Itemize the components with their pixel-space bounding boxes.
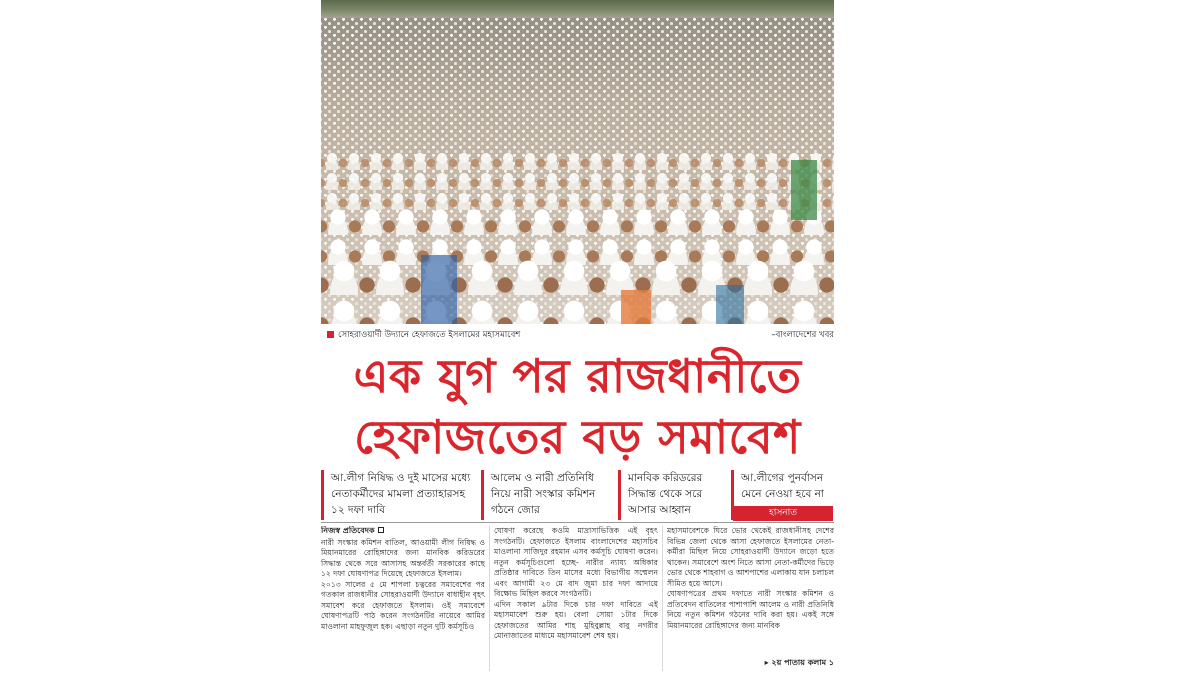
article-column-1 <box>321 526 485 675</box>
paragraph: ঘোষণাপত্রের প্রথম দফাতে নারী সংস্কার কমিশন ও প্রতিবেদন বাতিলের পাশাপাশি আলেম ও নারী প্রতিনিধি নিয়ে নতুন কমিশন গঠনের দাবি করা হয়। একই সঙ্গে মিয়ানমারের রোহিঙ্গাদের জন্য মানবিক <box>667 589 834 630</box>
headline-line-1: এক যুগ পর রাজধানীতে <box>353 349 802 403</box>
photo-crowd-row <box>321 255 834 324</box>
article-column-2 <box>494 526 658 675</box>
reporter-name: নিজস্ব প্রতিবেদক <box>321 526 375 535</box>
photo-blue-figure <box>716 285 744 324</box>
photo-orange-figure <box>621 290 651 324</box>
paragraph: ঘোষণা করেছে কওমি মাদ্রাসাভিত্তিক এই বৃহৎ সংগঠনটি। হেফাজতে ইসলাম বাংলাদেশের মহাসচিব মাওলানা সাজিদুর রহমান এসব কর্মসূচি ঘোষণা করেন। নতুন কর্মসূচিগুলো হচ্ছে- নারীর ন্যায্য অধিকার প্রতিষ্ঠার দাবিতে তিন মাসের মধ্যে বিভাগীয় সম্মেলন এবং আগামী ২৩ মে বাদ জুমা চার দফা আদায়ে বিক্ষোভ মিছিল করবে সংগঠনটি। <box>494 526 658 598</box>
byline-tag: হাসনাত <box>733 506 833 521</box>
highlight-item: আ.লীগের পুনর্বাসন মেনে নেওয়া হবে না <box>731 470 834 520</box>
reporter-line <box>321 526 485 537</box>
photo-tree-line <box>321 0 834 18</box>
photo-credit: –বাংলাদেশের খবর <box>771 330 834 340</box>
column-divider <box>662 526 663 671</box>
photo-caption-row <box>321 327 834 343</box>
highlight-item: আলেম ও নারী প্রতিনিধি নিয়ে নারী সংস্কার কমিশন গঠনে জোর <box>481 470 613 520</box>
photo-caption-text: সোহরাওয়ার্দী উদ্যানে হেফাজতে ইসলামের মহাসমাবেশ <box>338 330 521 340</box>
highlight-item: মানবিক করিডরের সিদ্ধান্ত থেকে সরে আসার আহ্বান <box>618 470 726 520</box>
section-divider <box>321 522 834 523</box>
paragraph: ২০১৩ সালের ৫ মে শাপলা চত্বরের সমাবেশের পর গতকাল রাজধানীর সোহরাওয়ার্দী উদ্যানে বাধাহীন বৃহৎ সমাবেশ করে হেফাজতে ইসলাম। ওই সমাবেশে ঘোষণাপত্রটি পাঠ করেন সংগঠনটির নায়েবে আমির মাওলানা মাহফুজুল হক। এছাড়া নতুন দুটি কর্মসূচিও <box>321 579 485 631</box>
photo-crowd-row <box>321 150 834 210</box>
photo-blue-figure <box>421 255 457 324</box>
article-body <box>321 526 834 675</box>
newspaper-clipping <box>321 0 834 675</box>
highlight-item: আ.লীগ নিষিদ্ধ ও দুই মাসের মধ্যে নেতাকর্মীদের মামলা প্রত্যাহারসহ ১২ দফা দাবি <box>321 470 476 520</box>
paragraph: এদিন সকাল ৯টার দিকে চার দফা দাবিতে এই মহাসমাবেশ শুরু হয়। বেলা সোয়া ১টার দিকে হেফাজতের আমির শাহ মুহিবুল্লাহ বাবু নগরীর মোনাজাতের মাধ্যমে মহাসমাবেশ শেষ হয়। <box>494 599 658 640</box>
crowd-photo <box>321 0 834 324</box>
headline-line-2: হেফাজতের বড় সমাবেশ <box>354 410 801 464</box>
caption-bullet-icon <box>327 331 334 338</box>
reporter-box-icon <box>378 527 384 533</box>
paragraph: নারী সংস্কার কমিশন বাতিল, আওয়ামী লীগ নিষিদ্ধ ও মিয়ানমারের রোহিঙ্গাদের জন্য মানবিক করিডরের সিদ্ধান্ত থেকে সরে আসাসহ অন্তর্বর্তী সরকারের কাছে ১২ দফা ঘোষণাপত্র দিয়েছে হেফাজতে ইসলাম। <box>321 537 485 578</box>
paragraph: মহাসমাবেশকে ঘিরে ভোর থেকেই রাজধানীসহ দেশের বিভিন্ন জেলা থেকে আসা হেফাজতে ইসলামের নেতা-কর্মীরা মিছিল নিয়ে সোহরাওয়ার্দী উদ্যানে জড়ো হতে থাকেন। সমাবেশে অংশ নিতে আসা নেতা-কর্মীদের ভিড়ে ভোর থেকে শাহবাগ ও আশপাশের এলাকায় যান চলাচল সীমিত হয়ে আসে। <box>667 526 834 588</box>
column-divider <box>489 526 490 671</box>
photo-caption <box>338 327 520 343</box>
continued-marker: ▸ ২য় পাতায় কলাম ১ <box>764 657 834 667</box>
photo-green-figure <box>791 160 817 220</box>
article-column-3 <box>667 526 834 675</box>
